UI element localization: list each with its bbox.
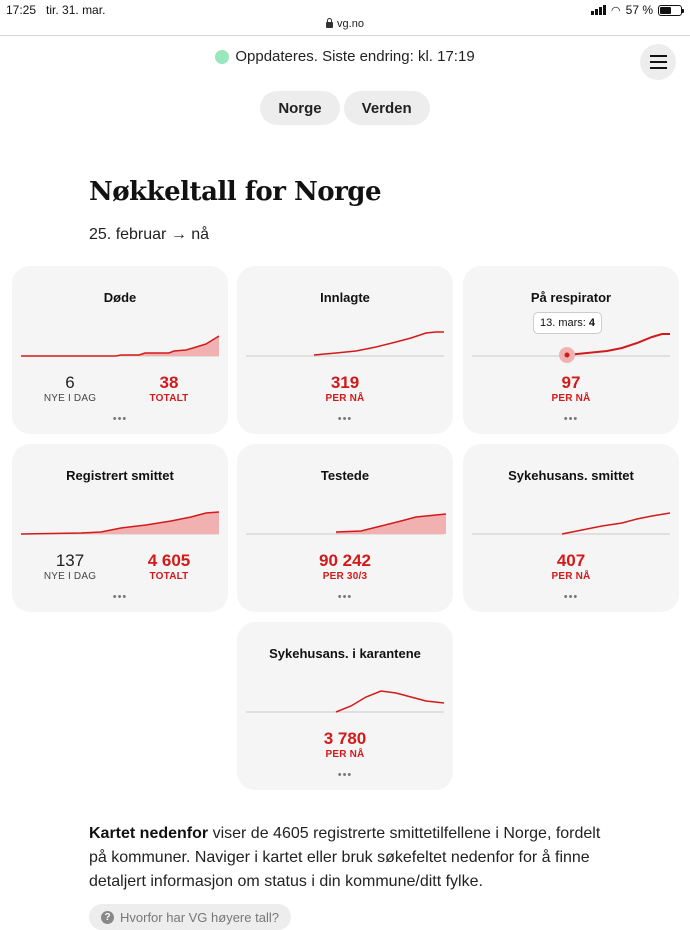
stat-label: PER NÅ [325,393,365,404]
stat-label: TOTALT [149,393,189,404]
card-respirator[interactable] [463,266,679,434]
stat-value: 4 605 [147,551,191,570]
stat-label: PER 30/3 [322,571,368,582]
update-status [0,48,690,65]
wifi-icon: ◠ [611,4,621,17]
tooltip-date: 13. mars: [540,317,586,329]
stat-value: 38 [159,373,179,392]
sparkline-innlagte [246,322,444,358]
why-higher-numbers-button[interactable] [89,904,291,930]
card-innlagte[interactable] [237,266,453,434]
more-icon[interactable]: ••• [563,591,579,603]
sparkline-dode [21,322,219,358]
more-icon[interactable]: ••• [112,413,128,425]
card-testede[interactable] [237,444,453,612]
stat-label: PER NÅ [551,393,591,404]
card-title: Sykehusans. i karantene [269,646,421,661]
stat-value: 6 [65,373,75,392]
card-title: Registrert smittet [66,468,174,483]
date-range: 25. februar → nå [89,226,210,243]
tooltip-value: 4 [588,317,596,329]
stat-current [463,374,679,404]
stat-current [237,730,453,760]
page-title: Nøkkeltall for Norge [89,177,382,207]
stat-value: 3 780 [323,729,367,748]
card-title: Døde [103,290,137,305]
sparkline-testede [246,500,444,536]
menu-button[interactable] [640,44,676,80]
more-icon[interactable]: ••• [337,769,353,781]
card-title: På respirator [530,290,612,305]
stat-value: 407 [556,551,586,570]
card-registrert-smittet[interactable] [12,444,228,612]
card-dode[interactable] [12,266,228,434]
battery-fill [660,7,671,14]
tab-norge[interactable]: Norge [260,91,339,125]
stat-value: 137 [55,551,85,570]
stat-label: NYE I DAG [43,393,97,404]
address-bar[interactable] [0,14,690,36]
stat-current [237,552,453,582]
question-icon: ? [101,911,114,924]
article-lead [89,822,609,894]
hamburger-line [650,61,667,63]
tab-verden[interactable]: Verden [344,91,430,125]
hamburger-icon [650,55,667,57]
stat-value: 90 242 [319,551,371,570]
lead-text: viser de 4605 registrerte smittetilfellene i Norge, fordelt på kommuner. Naviger i kartet eller bruk søkefeltet nedenfor for å finne detaljert informasjon om status i din kommune/ditt fylke. [89,825,601,890]
live-indicator-icon [215,50,229,64]
battery-percent: 57 % [625,3,653,17]
sparkline-karantene [246,678,444,714]
card-sykehusans-karantene[interactable] [237,622,453,790]
stat-current [463,552,679,582]
stat-label: PER NÅ [325,749,365,760]
why-label: Hvorfor har VG høyere tall? [120,909,279,925]
url-text: vg.no [337,18,364,30]
region-tabs [0,91,690,125]
highlight-point-center [565,353,570,358]
card-title: Testede [320,468,370,483]
hamburger-line [650,67,667,69]
stat-new [30,374,110,404]
more-icon[interactable]: ••• [337,591,353,603]
lead-bold: Kartet nedenfor [89,825,209,842]
lock-icon [326,22,333,28]
more-icon[interactable]: ••• [563,413,579,425]
stat-new [30,552,110,582]
card-title: Innlagte [320,290,370,305]
update-text: Oppdateres. Siste endring: kl. 17:19 [235,48,475,65]
stat-current [237,374,453,404]
stat-label: NYE I DAG [43,571,97,582]
chart-tooltip [533,312,602,334]
stat-value: 97 [561,373,581,392]
sparkline-smittet [21,500,219,536]
status-time: 17:25 tir. 31. mar. [6,3,106,17]
sparkline-sykehus-smittet [472,500,670,536]
more-icon[interactable]: ••• [337,413,353,425]
more-icon[interactable]: ••• [112,591,128,603]
stat-label: PER NÅ [551,571,591,582]
stat-total [124,374,214,404]
stat-label: TOTALT [149,571,189,582]
stat-value: 319 [330,373,360,392]
card-sykehusans-smittet[interactable] [463,444,679,612]
stat-total [124,552,214,582]
card-title: Sykehusans. smittet [508,468,634,483]
